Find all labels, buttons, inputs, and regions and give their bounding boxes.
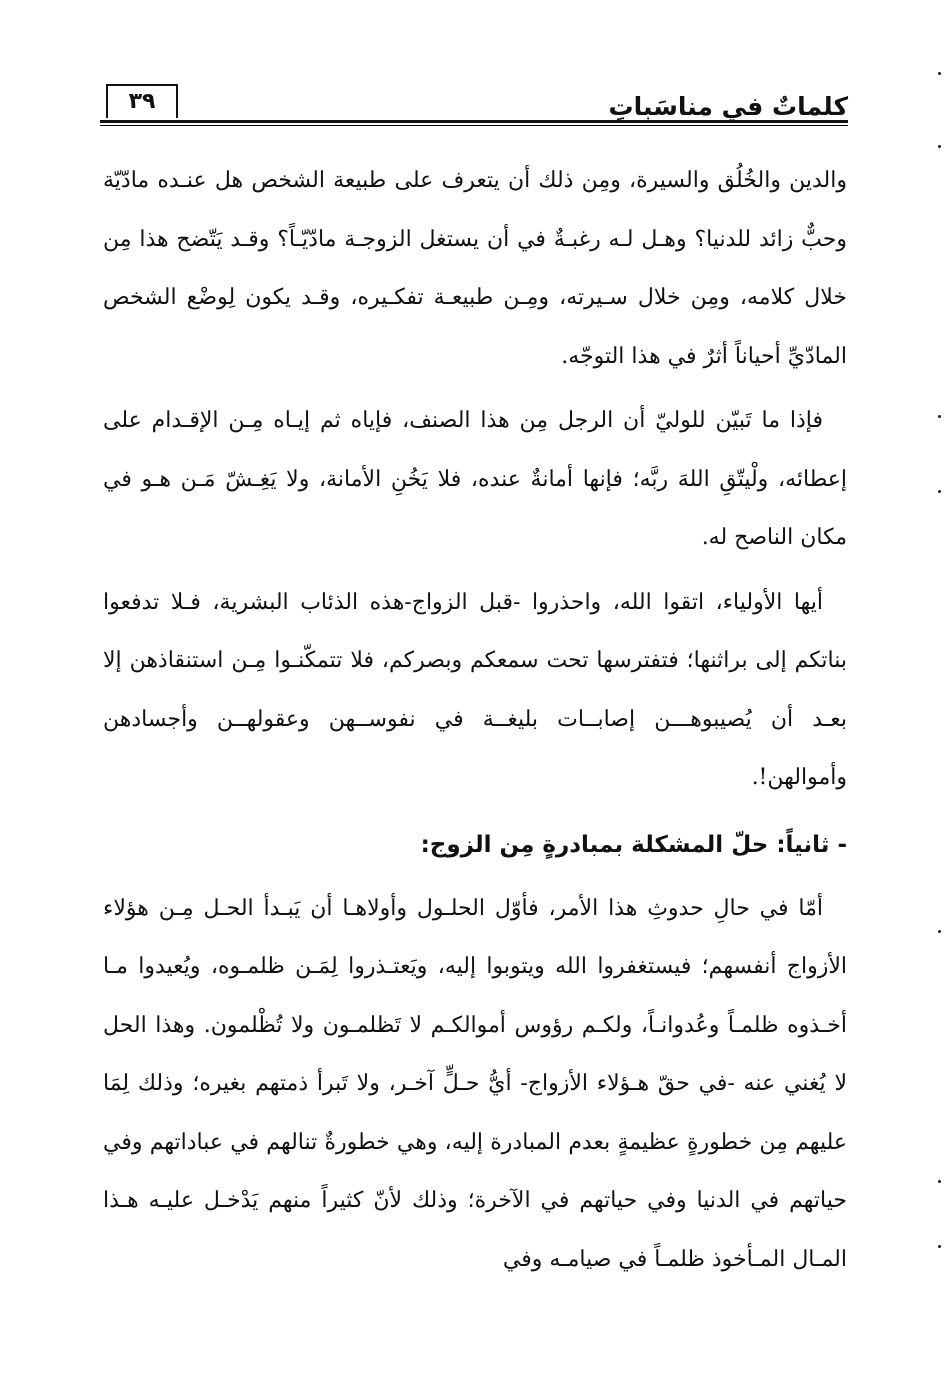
- paragraph-3: أيها الأولياء، اتقوا الله، واحذروا -قبل الزواج-هذه الذئاب البشرية، فـلا تدفعوا بناتكم إلى براثنها؛ فتفترسها تحت سمعكم وبصركم، فلا تتمكّنـوا مِـن استنقاذهن إلا بعـد أن يُصيبوهـــن إصابــات بليغــة في نفوســهن وعقولهــن وأجسادهن وأموالهن!.: [103, 589, 847, 790]
- page-body: [103, 152, 847, 1295]
- scan-speck: [938, 145, 941, 148]
- book-title: كلماتٌ في مناسَباتٍ: [608, 92, 848, 121]
- scan-speck: [938, 490, 941, 493]
- section-heading: - ثانياً: حلّ المشكلة بمبادرةٍ مِن الزوج:: [420, 831, 847, 858]
- page-number: ٣٩: [106, 84, 178, 118]
- paragraph-2: فإذا ما تَبيّن للوليّ أن الرجل مِن هذا الصنف، فإياه ثم إيـاه مِـن الإقـدام على إعطائه، ولْيتّقِ اللهَ ربَّه؛ فإنها أمانةٌ عنده، فلا يَخُنِ الأمانة، ولا يَغِـشّ مَـن هـو في مكان الناصح له.: [103, 408, 847, 550]
- scan-speck: [938, 930, 941, 933]
- paragraph-1: والدين والخُلُق والسيرة، ومِن ذلك أن يتعرف على طبيعة الشخص هل عنـده مادّيّة وحبٌّ زائد للدنيا؟ وهـل لـه رغبـةٌ في أن يستغل الزوجـة مادّيّـاً؟ وقـد يَتّضح هذا مِن خلال كلامه، ومِن خلال سـيرته، ومِـن طبيعـة تفكـيره، وقـد يكون لِوضْع الشخص المادّيِّ أحياناً أثرٌ في هذا التوجّه.: [103, 168, 847, 369]
- header-rule: [100, 120, 848, 126]
- scan-speck: [938, 1180, 941, 1183]
- scan-speck: [938, 1245, 941, 1248]
- running-header: [100, 72, 848, 128]
- scan-margin: [930, 0, 950, 1383]
- scan-speck: [938, 415, 941, 418]
- scan-speck: [938, 72, 941, 75]
- paragraph-4: أمّا في حالِ حدوثِ هذا الأمر، فأوّل الحلـول وأولاهـا أن يَبـدأ الحـل مِـن هؤلاء الأزواج أنفسهم؛ فيستغفروا الله ويتوبوا إليه، ويَعتـذروا لِمَـن ظلمـوه، ويُعيدوا مـا أخـذوه ظلمـاً وعُدوانـاً، ولكـم رؤوس أموالكـم لا تَظلمـون ولا تُظْلمون. وهذا الحل لا يُغني عنه -في حقّ هـؤلاء الأزواج- أيُّ حـلٍّ آخـر، ولا تَبرأ ذمتهم بغيره؛ وذلك لِمَا عليهم مِن خطورةٍ عظيمةٍ بعدم المبادرة إليه، وهي خطورةٌ تنالهم في عباداتهم وفي حياتهم في الدنيا وفي حياتهم في الآخرة؛ وذلك لأنّ كثيراً منهم يَدْخـل عليـه هـذا المـال المـأخوذ ظلمـاً في صيامـه وفي: [103, 895, 847, 1272]
